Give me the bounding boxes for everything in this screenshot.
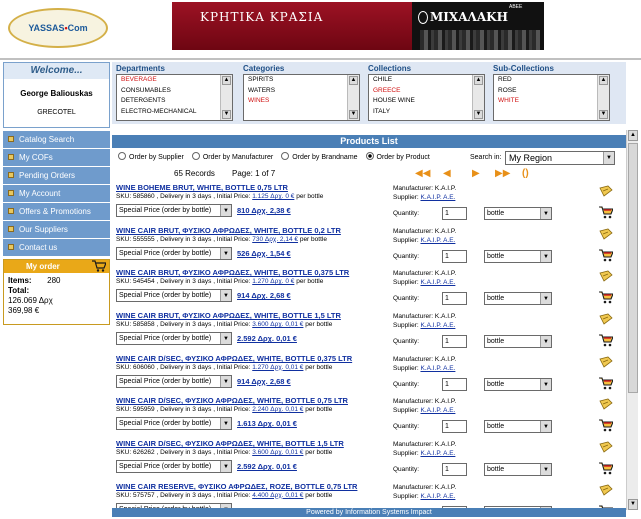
- manufacturer-value: Κ.Α.Ι.Ρ.: [434, 313, 457, 321]
- collection-option[interactable]: CHILE: [373, 76, 393, 83]
- quantity-input[interactable]: 1: [442, 207, 467, 220]
- order-by-manufacturer[interactable]: [186, 154, 273, 161]
- price-type-value: Special Price (order by bottle): [119, 207, 212, 214]
- price-type-value: Special Price (order by bottle): [119, 249, 212, 257]
- product-sku: SKU: 606060 , Delivery in 3 days , Initial Price:: [116, 363, 251, 371]
- listbox-scrollbar[interactable]: [472, 75, 484, 120]
- welcome-box: [3, 62, 110, 128]
- manufacturer-info: [393, 397, 456, 415]
- dropdown-arrow-icon[interactable]: ▼: [540, 251, 551, 262]
- product-sku: SKU: 575757 , Delivery in 3 days , Initial Price:: [116, 491, 251, 499]
- subcollection-option[interactable]: ROSE: [498, 86, 517, 94]
- quantity-input[interactable]: 1: [442, 292, 467, 305]
- radio-icon[interactable]: [118, 152, 126, 160]
- supplier-label: Supplier:: [393, 322, 419, 330]
- manufacturer-info: [393, 440, 456, 458]
- department-option[interactable]: CONSUMABLES: [121, 86, 171, 94]
- shopping-cart-icon[interactable]: [92, 260, 106, 272]
- dropdown-arrow-icon[interactable]: ▼: [220, 333, 231, 344]
- per-unit: per bottle: [305, 363, 333, 371]
- quantity-label: Quantity:: [393, 295, 420, 303]
- sidebar-item-offers[interactable]: [3, 203, 110, 220]
- sidebar-item-my-cofs[interactable]: [3, 149, 110, 166]
- manufacturer-value: Κ.Α.Ι.Ρ.: [434, 441, 457, 449]
- product-name-link[interactable]: WINE CAIR D/SEC, ΦΥΣΙΚΟ ΑΦΡΩΔΕΣ, WHITE, BOTTLE 0,375 LTR: [116, 353, 353, 363]
- price-type-value: Special Price (order by bottle): [119, 335, 212, 343]
- sidebar-item-pending-orders[interactable]: [3, 167, 110, 184]
- product-row: [112, 225, 626, 268]
- product-info: [116, 492, 332, 499]
- sidebar-item-my-account[interactable]: [3, 185, 110, 202]
- quantity-label: Quantity:: [393, 338, 420, 346]
- supplier-label: Supplier:: [393, 492, 419, 500]
- quantity-input[interactable]: 1: [442, 463, 467, 476]
- category-option[interactable]: WATERS: [248, 86, 276, 94]
- collection-option[interactable]: ITALY: [373, 107, 391, 115]
- radio-icon[interactable]: [192, 152, 200, 160]
- welcome-title: Welcome...: [4, 63, 109, 79]
- collections-title: Collections: [368, 64, 412, 73]
- per-unit: per bottle: [296, 193, 324, 200]
- banner-sub: ΑΒΕΕ: [509, 4, 523, 10]
- supplier-label: Supplier:: [393, 194, 419, 201]
- manufacturer-label: Manufacturer:: [393, 227, 434, 235]
- manufacturer-label: Manufacturer:: [393, 483, 434, 491]
- dropdown-arrow-icon[interactable]: ▼: [220, 205, 231, 216]
- supplier-label: Supplier:: [393, 364, 419, 372]
- supplier-link[interactable]: Κ.Α.Ι.Ρ. Α.Ε.: [420, 407, 456, 415]
- manufacturer-info: [393, 312, 456, 330]
- per-unit: per bottle: [305, 406, 333, 414]
- department-option[interactable]: ELECTRO-MECHANICAL: [121, 107, 197, 115]
- dropdown-arrow-icon[interactable]: ▼: [540, 464, 551, 475]
- advertisement-banner[interactable]: [172, 2, 544, 50]
- unit-select[interactable]: [484, 207, 552, 220]
- order-option-label: Order by Supplier: [129, 154, 184, 161]
- order-by-brandname[interactable]: [275, 154, 357, 161]
- quantity-input[interactable]: 1: [442, 420, 467, 433]
- product-name-link[interactable]: WINE CAIR RESERVE, ΦΥΣΙΚΟ ΑΦΡΩΔΕΣ, ROZE, BOTTLE 0,75 LTR: [116, 481, 358, 491]
- manufacturer-label: Manufacturer:: [393, 441, 434, 449]
- scroll-down-icon[interactable]: ▼: [600, 111, 607, 117]
- price-type-select[interactable]: [116, 332, 232, 345]
- quantity-input[interactable]: 1: [442, 378, 467, 391]
- unit-value: bottle: [487, 252, 505, 260]
- items-label: Items:: [8, 276, 32, 285]
- radio-selected-icon[interactable]: [366, 152, 374, 160]
- initial-price-link[interactable]: 3.600 Δρχ. 0,01 €: [252, 321, 304, 329]
- manufacturer-value: Κ.Α.Ι.Ρ.: [434, 398, 457, 406]
- add-to-cart-icon[interactable]: [599, 333, 613, 347]
- total-eur: 369,98 €: [8, 306, 40, 315]
- product-info: [116, 449, 332, 456]
- sidebar-item-label: Offers & Promotions: [19, 207, 91, 216]
- my-order-title: My order: [26, 262, 60, 271]
- scroll-up-icon[interactable]: ▲: [600, 77, 607, 83]
- departments-title: Departments: [116, 64, 165, 73]
- unit-value: bottle: [487, 423, 505, 431]
- next-page-icon[interactable]: ▶: [472, 168, 480, 179]
- special-price-link[interactable]: 2.592 Δρχ. 0,01 €: [237, 334, 297, 344]
- manufacturer-label: Manufacturer:: [393, 270, 434, 278]
- total-drx: 126.069 Δρχ: [8, 296, 53, 305]
- initial-price-link[interactable]: 1.270 Δρχ. 0,01 €: [252, 363, 304, 371]
- filter-panel: [112, 62, 626, 124]
- order-by-product[interactable]: [360, 154, 430, 161]
- brand-mark-icon: [418, 11, 428, 24]
- listbox-scrollbar[interactable]: [220, 75, 232, 120]
- unit-select[interactable]: [484, 335, 552, 348]
- products-list-title: Products List: [112, 135, 626, 148]
- dropdown-arrow-icon[interactable]: ▼: [540, 293, 551, 304]
- per-unit: per bottle: [305, 491, 333, 499]
- product-row: [112, 395, 626, 438]
- records-count: 65 Records: [174, 169, 215, 178]
- quantity-label: Quantity:: [393, 210, 420, 217]
- per-unit: per bottle: [305, 449, 333, 457]
- initial-price-link[interactable]: 4.400 Δρχ. 0,01 €: [252, 491, 304, 499]
- notes-icon[interactable]: [599, 270, 613, 282]
- search-in-value: My Region: [509, 153, 553, 163]
- total-label: Total:: [8, 286, 30, 295]
- product-info: [116, 278, 323, 285]
- scroll-down-icon[interactable]: ▼: [223, 111, 230, 117]
- special-price-link[interactable]: 914 Δρχ. 2,68 €: [237, 376, 291, 386]
- categories-listbox[interactable]: [243, 74, 360, 121]
- notes-icon[interactable]: [599, 185, 613, 197]
- radio-icon[interactable]: [281, 152, 289, 160]
- add-to-cart-icon[interactable]: [599, 205, 613, 219]
- price-type-select[interactable]: [116, 460, 232, 473]
- sidebar-item-suppliers[interactable]: [3, 221, 110, 238]
- bullet-icon: [8, 226, 14, 232]
- unit-select[interactable]: [484, 420, 552, 433]
- unit-select[interactable]: [484, 463, 552, 476]
- price-type-value: Special Price (order by bottle): [119, 292, 212, 300]
- supplier-link[interactable]: Κ.Α.Ι.Ρ. Α.Ε.: [420, 279, 456, 287]
- categories-filter: [243, 63, 365, 121]
- product-name-link[interactable]: WINE CAIR D/SEC, ΦΥΣΙΚΟ ΑΦΡΩΔΕΣ, WHITE, BOTTLE 1,5 LTR: [116, 439, 344, 449]
- manufacturer-info: [393, 483, 456, 501]
- add-to-cart-icon[interactable]: [599, 248, 613, 262]
- search-in-label: Search in:: [470, 154, 502, 161]
- sidebar-item-label: My COFs: [19, 153, 53, 162]
- scroll-down-icon[interactable]: ▼: [350, 111, 357, 117]
- category-option[interactable]: SPIRITS: [248, 76, 274, 83]
- sidebar-item-label: Contact us: [19, 243, 58, 252]
- special-price-link[interactable]: 1.613 Δρχ. 0,01 €: [237, 419, 297, 429]
- product-name-link[interactable]: WINE BOHEME BRUT, WHITE, BOTTLE 0,75 LTR: [116, 183, 288, 192]
- bullet-icon: [8, 208, 14, 214]
- product-sku: SKU: 585860 , Delivery in 3 days , Initial Price:: [116, 193, 251, 200]
- special-price-link[interactable]: 2.592 Δρχ. 0,01 €: [237, 462, 297, 472]
- unit-value: bottle: [487, 210, 505, 217]
- quantity-label: Quantity:: [393, 423, 420, 431]
- sidebar-item-label: Pending Orders: [19, 171, 76, 180]
- price-type-value: Special Price (order by bottle): [119, 420, 212, 428]
- sidebar-item-label: Catalog Search: [19, 135, 75, 144]
- product-row: [112, 353, 626, 396]
- my-order-box: [3, 259, 110, 325]
- add-to-cart-icon[interactable]: [599, 376, 613, 390]
- notes-icon[interactable]: [599, 313, 613, 325]
- add-to-cart-icon[interactable]: [599, 461, 613, 475]
- price-type-select[interactable]: [116, 247, 232, 260]
- price-type-select[interactable]: [116, 417, 232, 430]
- order-by-row: [112, 149, 626, 166]
- price-type-select[interactable]: [116, 289, 232, 302]
- supplier-link[interactable]: Κ.Α.Ι.Ρ. Α.Ε.: [420, 364, 456, 372]
- supplier-label: Supplier:: [393, 407, 419, 415]
- notes-icon[interactable]: [599, 398, 613, 410]
- order-option-label: Order by Manufacturer: [202, 154, 274, 161]
- unit-value: bottle: [487, 466, 505, 474]
- logo-text-2: Com: [67, 23, 88, 33]
- supplier-link[interactable]: Κ.Α.Ι.Ρ. Α.Ε.: [420, 322, 456, 330]
- unit-select[interactable]: [484, 378, 552, 391]
- department-option[interactable]: DETERGENTS: [121, 97, 166, 104]
- manufacturer-label: Manufacturer:: [393, 185, 434, 192]
- initial-price-link[interactable]: 3.600 Δρχ. 0,01 €: [252, 449, 304, 457]
- product-row: [112, 267, 626, 310]
- refresh-icon[interactable]: (): [522, 168, 529, 179]
- add-to-cart-icon[interactable]: [599, 418, 613, 432]
- initial-price-link[interactable]: 1.125 Δρχ. 0 €: [252, 193, 295, 200]
- departments-listbox[interactable]: [116, 74, 233, 121]
- scroll-down-icon[interactable]: ▼: [475, 111, 482, 117]
- manufacturer-label: Manufacturer:: [393, 355, 434, 363]
- dropdown-arrow-icon[interactable]: ▼: [220, 461, 231, 472]
- sidebar-item-catalog-search[interactable]: [3, 131, 110, 148]
- manufacturer-label: Manufacturer:: [393, 313, 434, 321]
- manufacturer-info: [393, 269, 456, 287]
- page-scrollbar[interactable]: [626, 130, 638, 510]
- my-order-header[interactable]: [4, 260, 109, 273]
- dropdown-arrow-icon[interactable]: ▼: [220, 376, 231, 387]
- subcollections-filter: [493, 63, 615, 121]
- items-value: 280: [47, 276, 61, 285]
- search-in-select[interactable]: [505, 151, 615, 165]
- product-sku: SKU: 585858 , Delivery in 3 days , Initial Price:: [116, 321, 251, 329]
- supplier-link[interactable]: Κ.Α.Ι.Ρ. Α.Ε.: [420, 194, 456, 201]
- manufacturer-value: Κ.Α.Ι.Ρ.: [434, 270, 457, 278]
- scroll-up-icon[interactable]: ▲: [223, 77, 230, 83]
- special-price-link[interactable]: 914 Δρχ. 2,68 €: [237, 291, 291, 301]
- products-list: [112, 182, 626, 510]
- product-info: [116, 321, 332, 328]
- quantity-input[interactable]: 1: [442, 335, 467, 348]
- add-to-cart-icon[interactable]: [599, 290, 613, 304]
- product-name-link[interactable]: WINE CAIR BRUT, ΦΥΣΙΚΟ ΑΦΡΩΔΕΣ, WHITE, BOTTLE 0,375 LTR: [116, 268, 350, 278]
- unit-value: bottle: [487, 338, 505, 346]
- dropdown-arrow-icon[interactable]: ▼: [220, 290, 231, 301]
- product-row: [112, 182, 626, 225]
- special-price-link[interactable]: 810 Δρχ. 2,38 €: [237, 206, 291, 215]
- notes-icon[interactable]: [599, 441, 613, 453]
- category-option[interactable]: WINES: [248, 97, 270, 104]
- per-unit: per bottle: [305, 321, 333, 329]
- banner-title: ΚΡΗΤΙΚΑ ΚΡΑΣΙΑ: [200, 10, 324, 24]
- bullet-icon: [8, 172, 14, 178]
- quantity-label: Quantity:: [393, 466, 420, 474]
- product-name-link[interactable]: WINE CAIR BRUT, ΦΥΣΙΚΟ ΑΦΡΩΔΕΣ, WHITE, BOTTLE 1,5 LTR: [116, 311, 341, 321]
- categories-title: Categories: [243, 64, 285, 73]
- supplier-link[interactable]: Κ.Α.Ι.Ρ. Α.Ε.: [420, 492, 456, 500]
- supplier-link[interactable]: Κ.Α.Ι.Ρ. Α.Ε.: [420, 236, 456, 244]
- listbox-scrollbar[interactable]: [347, 75, 359, 120]
- bullet-icon: [8, 154, 14, 160]
- order-option-label: Order by Product: [376, 154, 430, 161]
- product-info: [116, 193, 323, 200]
- sidebar-item-label: Our Suppliers: [19, 225, 68, 234]
- supplier-label: Supplier:: [393, 279, 419, 287]
- dropdown-arrow-icon[interactable]: ▼: [220, 248, 231, 259]
- scroll-up-icon[interactable]: ▲: [350, 77, 357, 83]
- subcollections-listbox[interactable]: [493, 74, 610, 121]
- subcollections-title: Sub-Collections: [493, 64, 554, 73]
- bullet-icon: [8, 190, 14, 196]
- supplier-link[interactable]: Κ.Α.Ι.Ρ. Α.Ε.: [420, 450, 456, 458]
- prev-page-icon[interactable]: ◀: [443, 168, 451, 179]
- quantity-label: Quantity:: [393, 380, 420, 388]
- per-unit: per bottle: [296, 278, 324, 286]
- product-row: [112, 438, 626, 481]
- sidebar-item-contact[interactable]: [3, 239, 110, 256]
- price-type-select[interactable]: [116, 375, 232, 388]
- unit-select[interactable]: [484, 250, 552, 263]
- supplier-label: Supplier:: [393, 450, 419, 458]
- sidebar: [3, 62, 110, 512]
- product-name-link[interactable]: WINE CAIR D/SEC, ΦΥΣΙΚΟ ΑΦΡΩΔΕΣ, WHITE, BOTTLE 0,75 LTR: [116, 396, 348, 406]
- header-divider: [0, 58, 641, 60]
- manufacturer-info: [393, 227, 456, 245]
- product-row: [112, 481, 626, 510]
- quantity-label: Quantity:: [393, 252, 420, 260]
- last-page-icon[interactable]: ▶▶: [495, 168, 511, 179]
- notes-icon[interactable]: [599, 228, 613, 240]
- manufacturer-value: Κ.Α.Ι.Ρ.: [434, 355, 457, 363]
- dropdown-arrow-icon[interactable]: ▼: [540, 336, 551, 347]
- product-name-link[interactable]: WINE CAIR BRUT, ΦΥΣΙΚΟ ΑΦΡΩΔΕΣ, WHITE, BOTTLE 0,2 LTR: [116, 225, 341, 235]
- departments-filter: [116, 63, 238, 121]
- dropdown-arrow-icon[interactable]: ▼: [220, 418, 231, 429]
- initial-price-link[interactable]: 2.240 Δρχ. 0,01 €: [252, 406, 304, 414]
- initial-price-link[interactable]: 730 Δρχ. 2,14 €: [252, 235, 299, 243]
- user-name: George Baliouskas: [20, 89, 93, 98]
- manufacturer-label: Manufacturer:: [393, 398, 434, 406]
- supplier-label: Supplier:: [393, 236, 419, 244]
- dropdown-arrow-icon[interactable]: ▼: [540, 379, 551, 390]
- product-info: [116, 236, 327, 243]
- notes-icon[interactable]: [599, 356, 613, 368]
- scroll-thumb[interactable]: [628, 143, 638, 393]
- page-indicator: Page: 1 of 7: [232, 169, 276, 178]
- subcollection-option[interactable]: RED: [498, 76, 512, 83]
- product-info: [116, 406, 332, 413]
- scroll-up-icon[interactable]: ▲: [475, 77, 482, 83]
- manufacturer-info: [393, 184, 456, 202]
- dropdown-arrow-icon[interactable]: ▼: [540, 421, 551, 432]
- unit-value: bottle: [487, 295, 505, 303]
- company-name: GRECOTEL: [37, 109, 76, 116]
- scroll-up-icon[interactable]: ▲: [628, 130, 638, 141]
- footer: Powered by Information Systems Impact: [112, 508, 626, 517]
- scroll-down-icon[interactable]: ▼: [628, 499, 638, 510]
- records-row: [112, 167, 626, 181]
- order-option-label: Order by Brandname: [292, 154, 358, 161]
- product-sku: SKU: 555555 , Delivery in 3 days , Initial Price:: [116, 235, 251, 243]
- price-type-value: Special Price (order by bottle): [119, 377, 212, 385]
- manufacturer-info: [393, 355, 456, 373]
- sidebar-item-label: My Account: [19, 189, 61, 198]
- initial-price-link[interactable]: 1.270 Δρχ. 0 €: [252, 278, 295, 286]
- bullet-icon: [8, 244, 14, 250]
- product-sku: SKU: 626262 , Delivery in 3 days , Initial Price:: [116, 449, 251, 457]
- price-type-value: Special Price (order by bottle): [119, 463, 212, 471]
- manufacturer-value: Κ.Α.Ι.Ρ.: [434, 483, 457, 491]
- order-by-supplier[interactable]: [112, 154, 184, 161]
- sidebar-menu: [3, 131, 110, 257]
- product-row: [112, 310, 626, 353]
- dropdown-arrow-icon[interactable]: ▼: [603, 152, 614, 164]
- collections-listbox[interactable]: [368, 74, 485, 121]
- main-content: [112, 62, 639, 517]
- manufacturer-value: Κ.Α.Ι.Ρ.: [434, 227, 457, 235]
- collection-option[interactable]: GREECE: [373, 86, 401, 94]
- header: [0, 0, 641, 60]
- department-option[interactable]: BEVERAGE: [121, 76, 157, 83]
- manufacturer-value: Κ.Α.Ι.Ρ.: [434, 185, 457, 192]
- special-price-link[interactable]: 526 Δρχ. 1,54 €: [237, 248, 291, 258]
- per-unit: per bottle: [299, 235, 327, 243]
- bullet-icon: [8, 136, 14, 142]
- unit-select[interactable]: [484, 292, 552, 305]
- site-logo[interactable]: YASSAS•Com: [8, 8, 108, 48]
- collections-filter: [368, 63, 490, 121]
- first-page-icon[interactable]: ◀◀: [415, 168, 431, 179]
- price-type-select[interactable]: [116, 204, 232, 217]
- quantity-input[interactable]: 1: [442, 250, 467, 263]
- logo-text: YASSAS: [28, 23, 65, 33]
- product-sku: SKU: 545454 , Delivery in 3 days , Initial Price:: [116, 278, 251, 286]
- subcollection-option[interactable]: WHITE: [498, 97, 519, 104]
- notes-icon[interactable]: [599, 484, 613, 496]
- unit-value: bottle: [487, 380, 505, 388]
- product-sku: SKU: 595959 , Delivery in 3 days , Initial Price:: [116, 406, 251, 414]
- banner-brand: ΜΙΧΑΛΑΚΗ: [430, 10, 508, 24]
- bottles-image: [420, 30, 540, 50]
- listbox-scrollbar[interactable]: [597, 75, 609, 120]
- product-info: [116, 364, 332, 371]
- collection-option[interactable]: HOUSE WINE: [373, 97, 415, 104]
- dropdown-arrow-icon[interactable]: ▼: [540, 208, 551, 219]
